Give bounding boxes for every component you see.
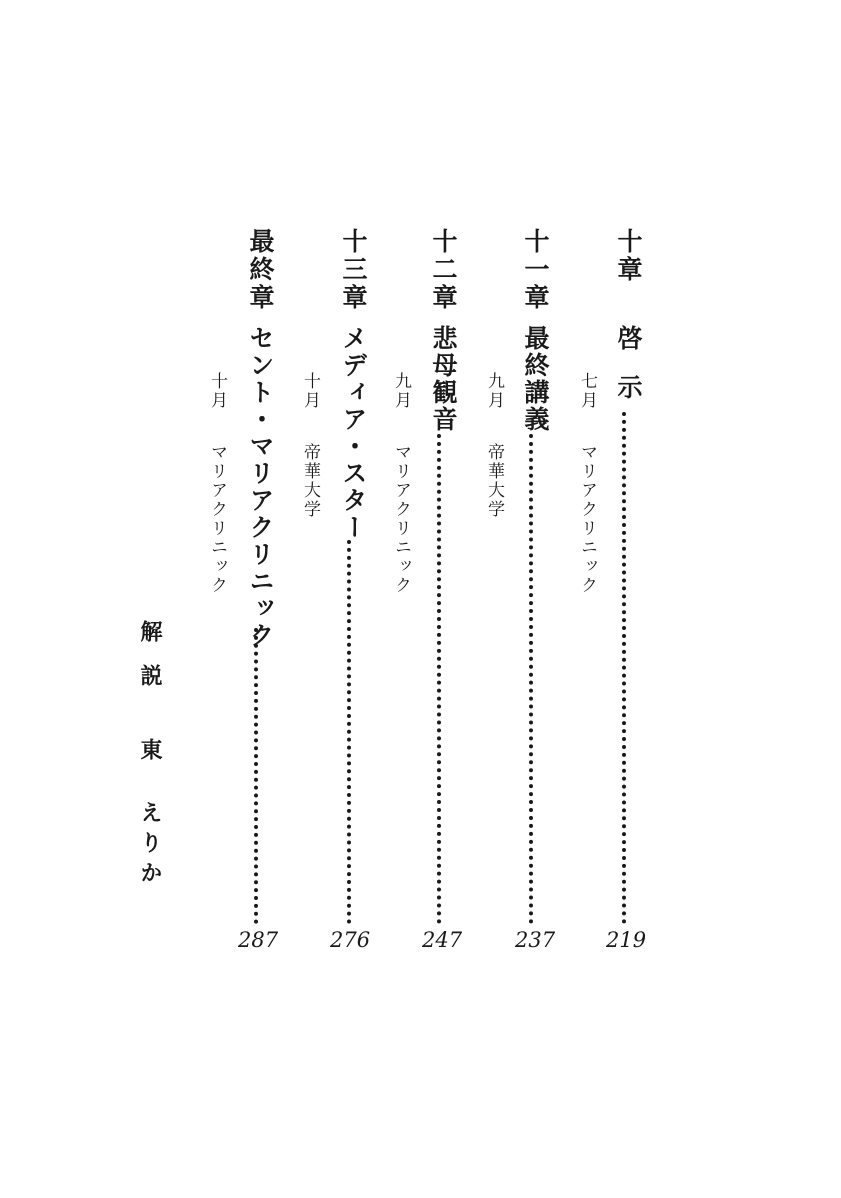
dot-leader bbox=[622, 412, 630, 924]
dot-leader bbox=[529, 434, 537, 924]
page-number: 276 bbox=[330, 928, 371, 952]
dot-leader bbox=[347, 540, 355, 924]
chapter-place: 帝華大学 bbox=[300, 443, 320, 519]
chapter-title: メディア・スター bbox=[339, 325, 368, 541]
chapter-number: 十二章 bbox=[429, 228, 458, 312]
page-number: 287 bbox=[238, 928, 279, 952]
chapter-month: 十月 bbox=[207, 372, 227, 410]
page-number: 237 bbox=[515, 928, 556, 952]
chapter-title: 悲母観音 bbox=[429, 325, 458, 433]
chapter-number: 十一章 bbox=[521, 228, 550, 312]
chapter-title: 最終講義 bbox=[521, 325, 550, 433]
chapter-number: 十三章 bbox=[339, 228, 368, 312]
commentary-author: 東 えりか bbox=[137, 738, 162, 891]
chapter-place: マリアクリニック bbox=[577, 443, 597, 595]
chapter-title: セント・マリアクリニック bbox=[246, 325, 275, 649]
chapter-title: 啓示 bbox=[614, 325, 643, 423]
page-number: 219 bbox=[606, 928, 647, 952]
page-number: 247 bbox=[422, 928, 463, 952]
chapter-month: 九月 bbox=[484, 372, 504, 410]
chapter-month: 九月 bbox=[391, 372, 411, 410]
chapter-place: マリアクリニック bbox=[391, 443, 411, 595]
chapter-month: 七月 bbox=[577, 372, 597, 410]
chapter-place: 帝華大学 bbox=[484, 443, 504, 519]
chapter-month: 十月 bbox=[300, 372, 320, 410]
chapter-place: マリアクリニック bbox=[207, 443, 227, 595]
dot-leader bbox=[254, 628, 262, 924]
chapter-number: 最終章 bbox=[246, 228, 275, 312]
commentary-label-1: 解 bbox=[137, 620, 162, 642]
chapter-number: 十章 bbox=[614, 228, 643, 284]
dot-leader bbox=[437, 434, 445, 924]
commentary-label-2: 説 bbox=[137, 664, 162, 686]
